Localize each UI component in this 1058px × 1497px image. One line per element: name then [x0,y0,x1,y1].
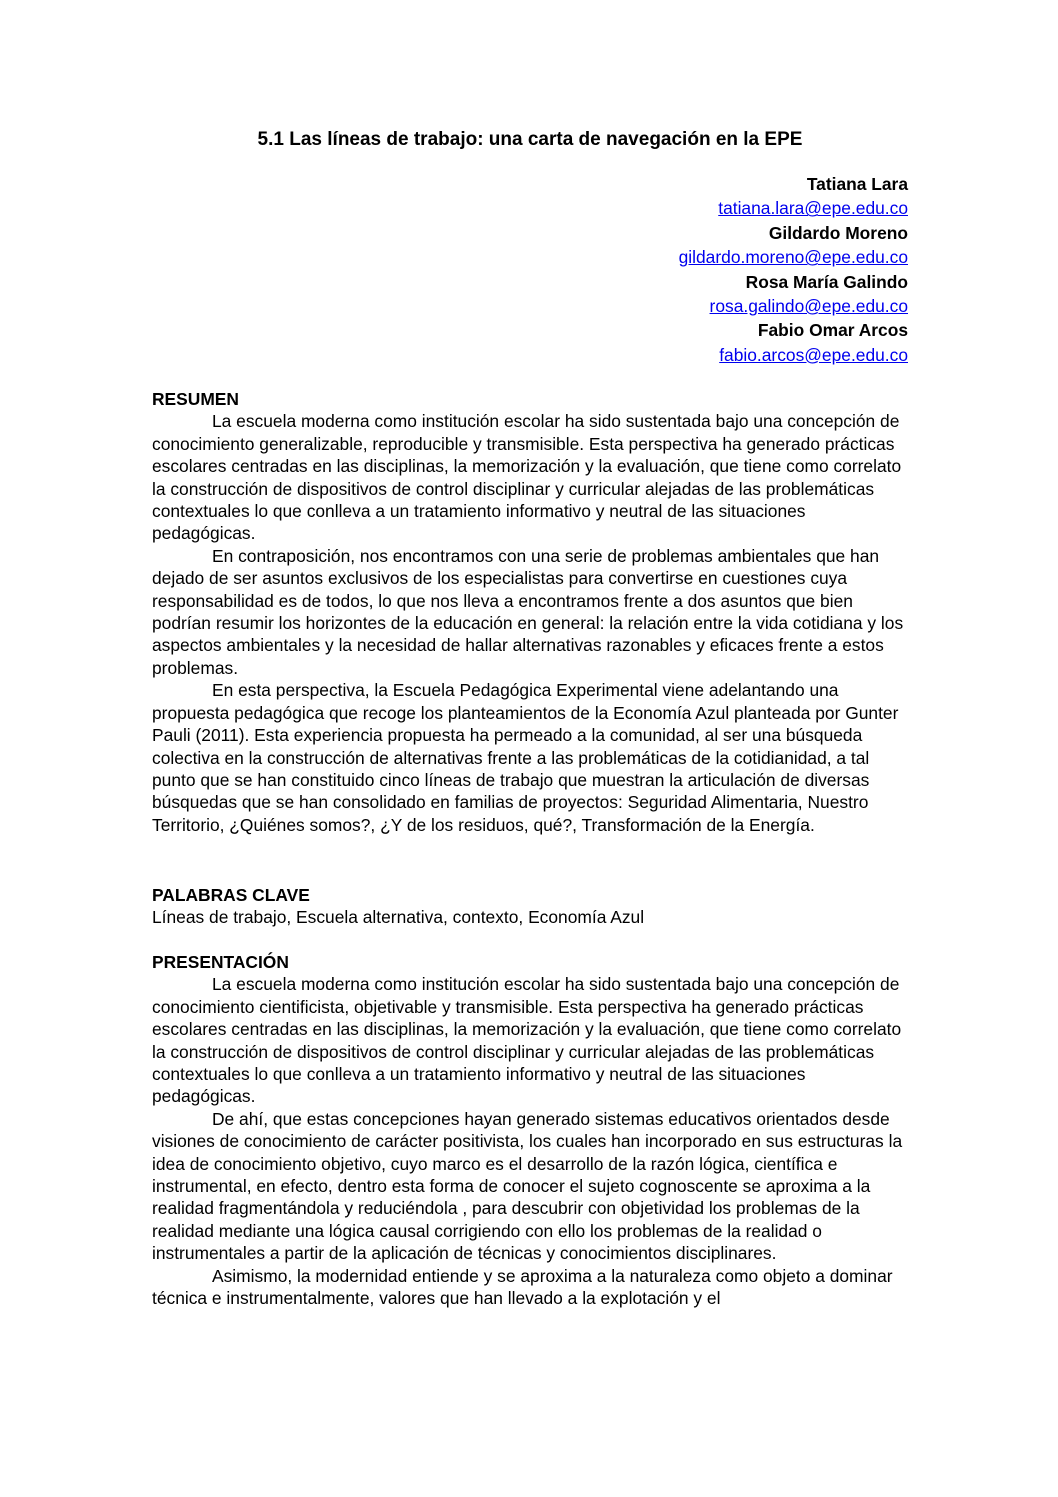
section-heading-presentacion: PRESENTACIÓN [152,952,289,972]
presentacion-paragraph: Asimismo, la modernidad entiende y se aproxima a la naturaleza como objeto a dominar técnica e instrumentalmente, valores que han llevado a la explotación y el [152,1265,893,1309]
resumen-paragraph: La escuela moderna como institución escolar ha sido sustentada bajo una concepción de conocimiento generalizable, reproducible y transmisible. Esta perspectiva ha generado prácticas escolares centradas en las disciplinas, la memorización y la evaluación, que tiene como correlato la construcción de dispositivos de control disciplinar y curricular alejadas de las problemáticas contextuales lo que conlleva a un tratamiento informativo y neutral de las situaciones pedagógicas. [152,411,902,544]
author-block [679,172,908,367]
keywords-section [152,884,908,929]
author-name: Fabio Omar Arcos [757,320,908,341]
section-heading-keywords: PALABRAS CLAVE [152,885,310,905]
keywords-text: Líneas de trabajo, Escuela alternativa, contexto, Economía Azul [152,907,645,928]
resumen-paragraph: En contraposición, nos encontramos con una serie de problemas ambientales que han dejado de ser asuntos exclusivos de los especialistas para convertirse en cuestiones cuya responsabilidad es de todos, lo que nos lleva a encontramos frente a dos asuntos que bien podrían resumir los horizontes de la educación en general: la relación entre la vida cotidiana y los aspectos ambientales y la necesidad de hallar alternativas razonables y eficaces frente a estos problemas. [152,545,904,678]
author-email-link[interactable]: gildardo.moreno@epe.edu.co [678,247,908,268]
author-email-link[interactable]: fabio.arcos@epe.edu.co [719,344,908,365]
author-name: Gildardo Moreno [768,222,908,243]
presentacion-paragraph: De ahí, que estas concepciones hayan generado sistemas educativos orientados desde visiones de conocimiento de carácter positivista, los cuales han incorporado en sus estructuras la idea de conocimiento objetivo, cuyo marco es el desarrollo de la razón lógica, científica e instrumental, en efecto, dentro esta forma de conocer el sujeto cognoscente se aproxima a la realidad fragmentándola y reduciéndola , para descubrir con objetividad los problemas de la realidad mediante una lógica causal corrigiendo con ello los problemas de la realidad o instrumentales a partir de la aplicación de técnicas y conocimientos disciplinares. [152,1108,903,1264]
presentacion-paragraph: La escuela moderna como institución escolar ha sido sustentada bajo una concepción de conocimiento cientificista, objetivable y transmisible. Esta perspectiva ha generado prácticas escolares centradas en las disciplinas, la memorización y la evaluación, que tiene como correlato la construcción de dispositivos de control disciplinar y curricular alejadas de las problemáticas contextuales lo que conlleva a un tratamiento informativo y neutral de las situaciones pedagógicas. [152,974,902,1107]
presentacion-section [152,951,908,1310]
author-name: Rosa María Galindo [745,271,908,292]
paper-title: 5.1 Las líneas de trabajo: una carta de navegación en la EPE [257,129,803,150]
resumen-section [152,388,908,836]
resumen-paragraph: En esta perspectiva, la Escuela Pedagógica Experimental viene adelantando una propuesta pedagógica que recoge los planteamientos de la Economía Azul planteada por Gunter Pauli (2011). Esta experiencia propuesta ha permeado a la comunidad, al ser una búsqueda colectiva en la construcción de alternativas frente a las problemáticas de la cotidianidad, a tal punto que se han constituido cinco líneas de trabajo que muestran la articulación de diversas búsquedas que se han consolidado en familias de proyectos: Seguridad Alimentaria, Nuestro Territorio, ¿Quiénes somos?, ¿Y de los residuos, qué?, Transformación de la Energía. [152,680,899,835]
section-heading-resumen: RESUMEN [152,389,239,409]
author-name: Tatiana Lara [806,174,908,194]
author-email-link[interactable]: rosa.galindo@epe.edu.co [709,296,908,317]
author-email-link[interactable]: tatiana.lara@epe.edu.co [718,198,908,219]
